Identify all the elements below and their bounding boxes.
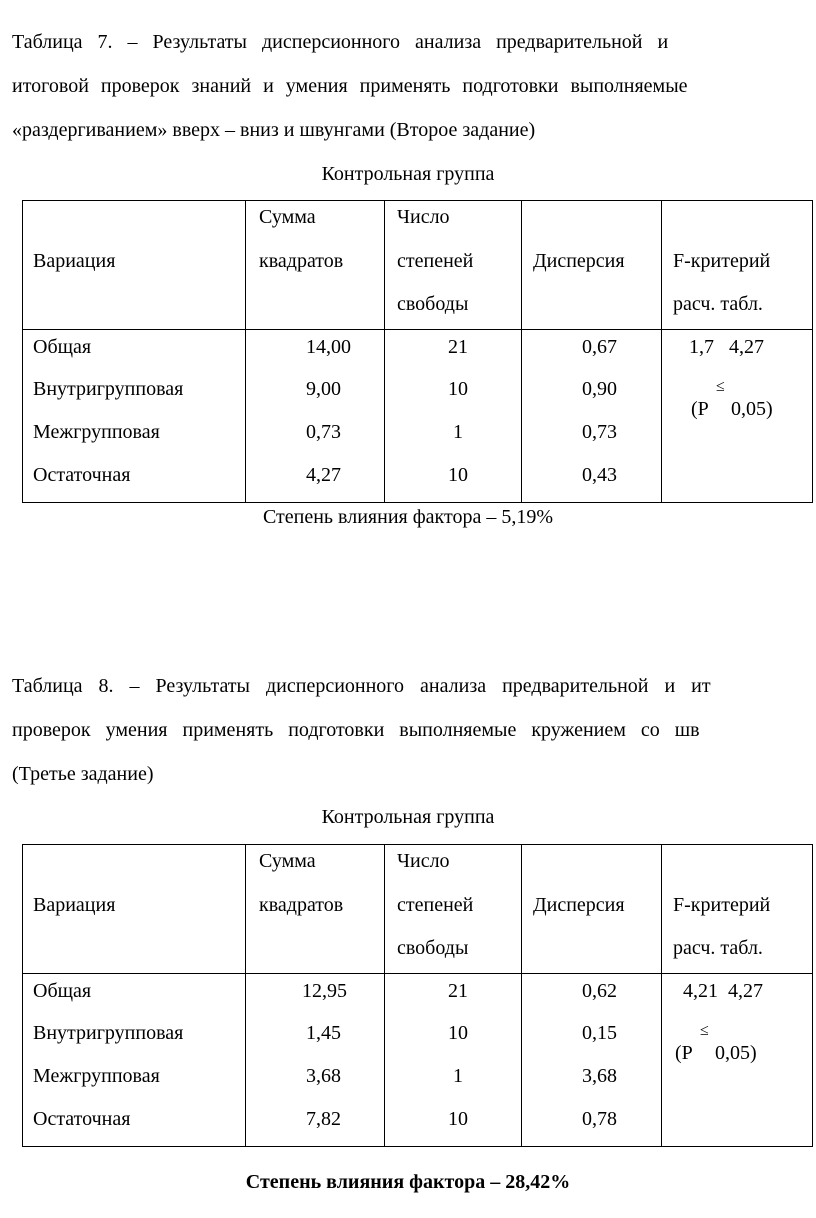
table8-cell-dispersion: 0,15 xyxy=(582,1022,617,1044)
table7-divider xyxy=(384,201,385,502)
table8-row-name: Остаточная xyxy=(33,1108,131,1130)
table7-factor: Степень влияния фактора – 5,19% xyxy=(262,506,554,528)
table8-row-name: Общая xyxy=(33,980,92,1002)
table7-group-title: Контрольная группа xyxy=(321,163,495,185)
table8-divider xyxy=(521,845,522,1146)
table7 xyxy=(22,200,813,503)
table7-divider xyxy=(245,201,246,502)
table8-header-f: F-критерий xyxy=(673,894,771,916)
table8-caption-line-1: Таблица 8. – Результаты дисперсионного анализа предварительной и ит xyxy=(12,675,711,697)
table7-row-name: Остаточная xyxy=(33,464,131,486)
table7-header-ss-line1: Сумма xyxy=(259,206,316,228)
table7-divider xyxy=(661,201,662,502)
table7-header-ss-line2: квадратов xyxy=(259,250,344,272)
table8-body xyxy=(23,974,812,1146)
table7-body xyxy=(23,330,812,502)
table8-cell-dispersion: 0,62 xyxy=(582,980,617,1002)
table7-cell-df: 10 xyxy=(448,464,468,486)
table8-group-title: Контрольная группа xyxy=(321,806,495,828)
table8-header-df-line2: степеней xyxy=(397,894,474,916)
table8-header-ss-line2: квадратов xyxy=(259,894,344,916)
table7-caption-line-3: «раздергиванием» вверх – вниз и швунгами (Второе задание) xyxy=(12,119,536,141)
table7-cell-dispersion: 0,43 xyxy=(582,464,617,486)
table7-header-f: F-критерий xyxy=(673,250,771,272)
table7-header-f-sub: расч. табл. xyxy=(673,293,763,315)
table7-p-close: 0,05) xyxy=(731,398,773,420)
table8-cell-ss: 12,95 xyxy=(302,980,347,1002)
table8-header-variation: Вариация xyxy=(33,894,116,916)
table7-cell-ss: 4,27 xyxy=(306,464,341,486)
table7-header-variation: Вариация xyxy=(33,250,116,272)
table7-caption xyxy=(12,20,816,152)
table8-cell-ss: 3,68 xyxy=(306,1065,341,1087)
table7-cell-df: 10 xyxy=(448,378,468,400)
table8-caption xyxy=(12,664,816,796)
table8 xyxy=(22,844,813,1147)
table7-cell-df: 21 xyxy=(448,336,468,358)
table7-row-name: Внутригрупповая xyxy=(33,378,184,400)
table7-row-name: Общая xyxy=(33,336,92,358)
table7-cell-ss: 0,73 xyxy=(306,421,341,443)
table8-p-close: 0,05) xyxy=(715,1042,757,1064)
table8-cell-dispersion: 0,78 xyxy=(582,1108,617,1130)
table8-divider xyxy=(384,845,385,1146)
table8-factor: Степень влияния фактора – 28,42% xyxy=(245,1171,571,1193)
table7-header-df-line3: свободы xyxy=(397,293,469,315)
less-equal-icon: ≤ xyxy=(700,1022,709,1039)
table7-f-values: 1,7 4,27 xyxy=(689,336,764,358)
table8-row-name: Межгрупповая xyxy=(33,1065,160,1087)
table7-header-dispersion: Дисперсия xyxy=(533,250,625,272)
table7-row-name: Межгрупповая xyxy=(33,421,160,443)
table7-cell-ss: 9,00 xyxy=(306,378,341,400)
table7-cell-df: 1 xyxy=(453,421,463,443)
table7-header-df-line1: Число xyxy=(397,206,450,228)
table8-header-df-line3: свободы xyxy=(397,937,469,959)
table7-divider xyxy=(521,201,522,502)
table8-row-name: Внутригрупповая xyxy=(33,1022,184,1044)
table7-header-df-line2: степеней xyxy=(397,250,474,272)
table8-header-df-line1: Число xyxy=(397,850,450,872)
table8-cell-ss: 1,45 xyxy=(306,1022,341,1044)
table7-cell-dispersion: 0,67 xyxy=(582,336,617,358)
table8-divider xyxy=(245,845,246,1146)
table8-cell-df: 10 xyxy=(448,1022,468,1044)
less-equal-icon: ≤ xyxy=(716,378,725,395)
table7-header xyxy=(23,201,812,330)
table8-divider xyxy=(661,845,662,1146)
table7-caption-line-2: итоговой проверок знаний и умения применять подготовки выполняемые xyxy=(12,75,688,97)
table7-p-open: (P xyxy=(691,398,709,420)
table8-f-values: 4,21 4,27 xyxy=(683,980,763,1002)
table7-cell-dispersion: 0,90 xyxy=(582,378,617,400)
table8-header-ss-line1: Сумма xyxy=(259,850,316,872)
table8-cell-dispersion: 3,68 xyxy=(582,1065,617,1087)
table7-caption-line-1: Таблица 7. – Результаты дисперсионного анализа предварительной и xyxy=(12,31,669,53)
table8-header-dispersion: Дисперсия xyxy=(533,894,625,916)
table7-cell-ss: 14,00 xyxy=(306,336,351,358)
table8-cell-ss: 7,82 xyxy=(306,1108,341,1130)
table8-header xyxy=(23,845,812,974)
table8-caption-line-3: (Третье задание) xyxy=(12,763,154,785)
table8-p-open: (P xyxy=(675,1042,693,1064)
table8-cell-df: 21 xyxy=(448,980,468,1002)
table8-caption-line-2: проверок умения применять подготовки выполняемые кружением со шв xyxy=(12,719,700,741)
table7-cell-dispersion: 0,73 xyxy=(582,421,617,443)
table8-cell-df: 10 xyxy=(448,1108,468,1130)
table8-header-f-sub: расч. табл. xyxy=(673,937,763,959)
table8-cell-df: 1 xyxy=(453,1065,463,1087)
